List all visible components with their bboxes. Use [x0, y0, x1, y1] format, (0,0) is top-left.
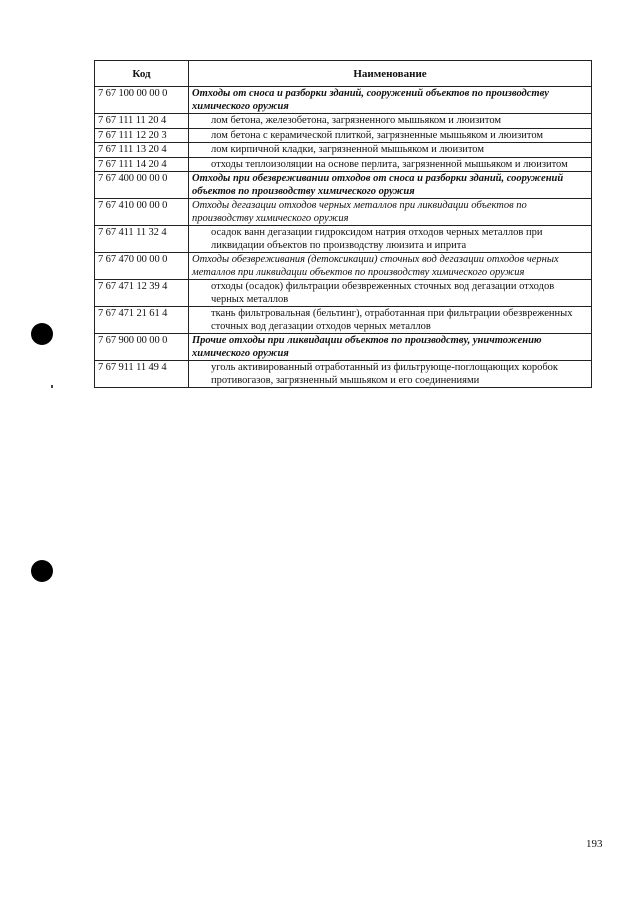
table-row: [95, 143, 592, 158]
waste-name-cell: Отходы дегазации отходов черных металлов при ликвидации объектов по производству химического оружия: [189, 199, 592, 226]
waste-name-cell: Отходы при обезвреживании отходов от сноса и разборки зданий, сооружений объектов по производству химического оружия: [189, 172, 592, 199]
waste-code-cell: 7 67 111 12 20 3: [95, 128, 189, 143]
table-row: [95, 172, 592, 199]
punch-hole-top: [31, 323, 53, 345]
table-row: [95, 87, 592, 114]
punch-hole-bottom: [31, 560, 53, 582]
table-row: [95, 253, 592, 280]
waste-name-cell: Прочие отходы при ликвидации объектов по производству, уничтожению химического оружия: [189, 334, 592, 361]
waste-code-cell: 7 67 471 12 39 4: [95, 280, 189, 307]
waste-name-cell: Отходы от сноса и разборки зданий, сооружений объектов по производству химического оружия: [189, 87, 592, 114]
waste-name-cell: осадок ванн дегазации гидроксидом натрия отходов черных металлов при ликвидации объектов по производству люизита и иприта: [189, 226, 592, 253]
table-row: [95, 334, 592, 361]
waste-code-cell: 7 67 410 00 00 0: [95, 199, 189, 226]
table-row: [95, 114, 592, 129]
waste-name-cell: отходы теплоизоляции на основе перлита, загрязненной мышьяком и люизитом: [189, 157, 592, 172]
waste-code-cell: 7 67 111 14 20 4: [95, 157, 189, 172]
table-row: [95, 307, 592, 334]
table-row: [95, 199, 592, 226]
waste-name-cell: ткань фильтровальная (бельтинг), отработанная при фильтрации обезвреженных сточных вод дегазации отходов черных металлов: [189, 307, 592, 334]
waste-code-cell: 7 67 111 13 20 4: [95, 143, 189, 158]
waste-code-cell: 7 67 400 00 00 0: [95, 172, 189, 199]
waste-code-cell: 7 67 911 11 49 4: [95, 361, 189, 388]
waste-name-cell: отходы (осадок) фильтрации обезвреженных сточных вод дегазации отходов черных металлов: [189, 280, 592, 307]
waste-name-cell: лом кирпичной кладки, загрязненной мышьяком и люизитом: [189, 143, 592, 158]
table-row: [95, 157, 592, 172]
waste-classification-table: [94, 60, 592, 388]
column-header-code: Код: [95, 61, 189, 87]
waste-name-cell: Отходы обезвреживания (детоксикации) сточных вод дегазации отходов черных металлов при ликвидации объектов по производству химического оружия: [189, 253, 592, 280]
waste-code-cell: 7 67 411 11 32 4: [95, 226, 189, 253]
table-header-row: [95, 61, 592, 87]
waste-code-cell: 7 67 470 00 00 0: [95, 253, 189, 280]
table-row: [95, 280, 592, 307]
page-number: 193: [586, 838, 603, 850]
scan-speck: [51, 385, 53, 388]
waste-name-cell: лом бетона, железобетона, загрязненного мышьяком и люизитом: [189, 114, 592, 129]
waste-name-cell: лом бетона с керамической плиткой, загрязненные мышьяком и люизитом: [189, 128, 592, 143]
waste-code-cell: 7 67 100 00 00 0: [95, 87, 189, 114]
waste-code-cell: 7 67 900 00 00 0: [95, 334, 189, 361]
waste-name-cell: уголь активированный отработанный из фильтрующе-поглощающих коробок противогазов, загрязненный мышьяком и его соединениями: [189, 361, 592, 388]
table-row: [95, 226, 592, 253]
table-row: [95, 361, 592, 388]
table-row: [95, 128, 592, 143]
column-header-name: Наименование: [189, 61, 592, 87]
waste-code-cell: 7 67 111 11 20 4: [95, 114, 189, 129]
waste-code-cell: 7 67 471 21 61 4: [95, 307, 189, 334]
